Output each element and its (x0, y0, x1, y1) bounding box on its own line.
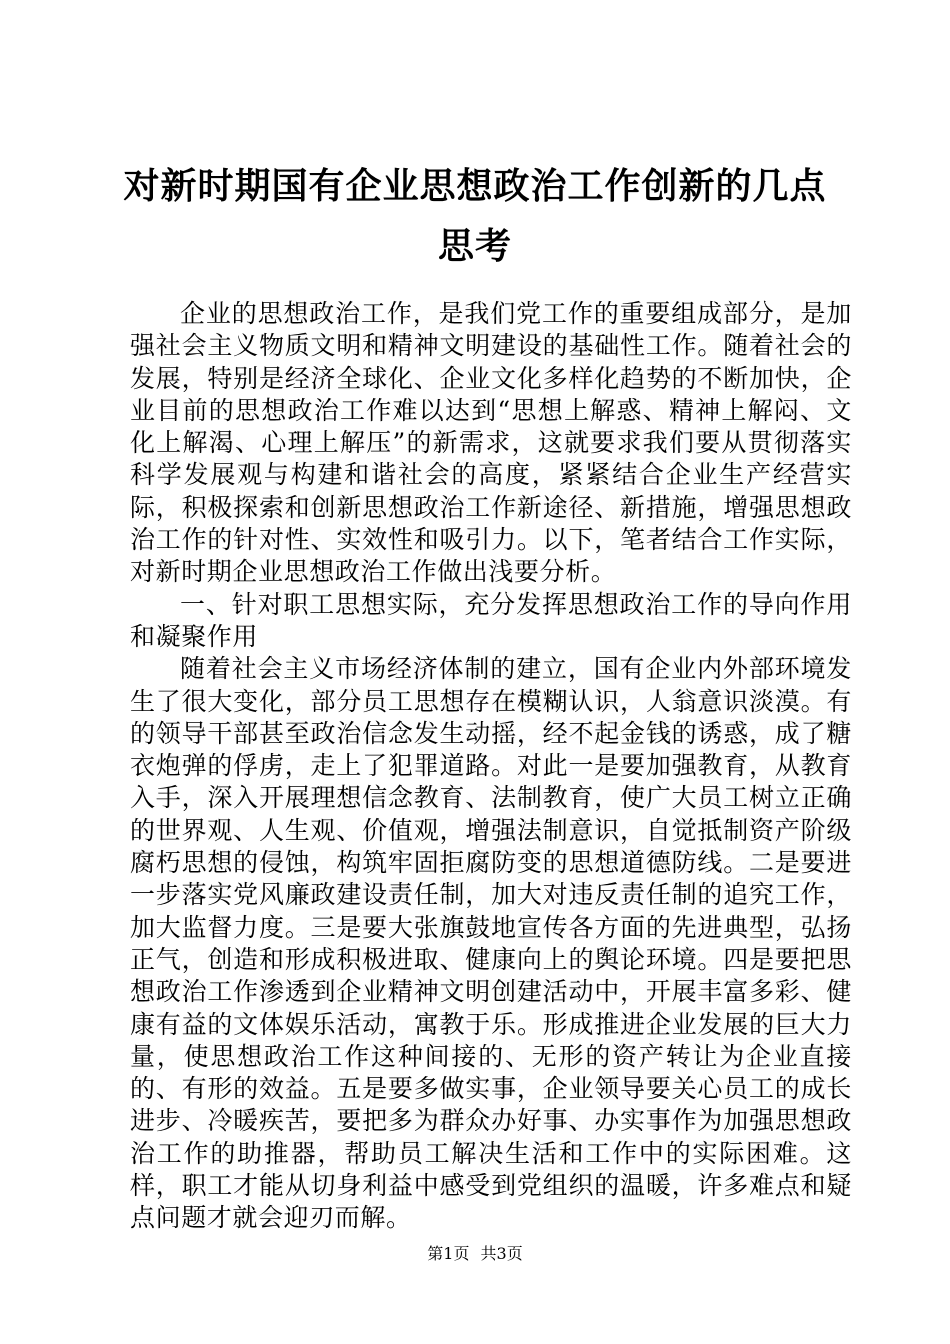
section-paragraph: 随着社会主义市场经济体制的建立，国有企业内外部环境发生了很大变化，部分员工思想存在模糊认识，人翁意识淡漠。有的领导干部甚至政治信念发生动摇，经不起金钱的诱惑，成了糖衣炮弹的俘虏，走上了犯罪道路。对此一是要加强教育，从教育入手，深入开展理想信念教育、法制教育，使广大员工树立正确的世界观、人生观、价值观，增强法制意识，自觉抵制资产阶级腐朽思想的侵蚀，构筑牢固拒腐防变的思想道德防线。二是要进一步落实党风廉政建设责任制，加大对违反责任制的追究工作，加大监督力度。三是要大张旗鼓地宣传各方面的先进典型，弘扬正气，创造和形成积极进取、健康向上的舆论环境。四是要把思想政治工作渗透到企业精神文明创建活动中，开展丰富多彩、健康有益的文体娱乐活动，寓教于乐。形成推进企业发展的巨大力量，使思想政治工作这种间接的、无形的资产转让为企业直接的、有形的效益。五是要多做实事，企业领导要关心员工的成长进步、冷暖疾苦，要把多为群众办好事、办实事作为加强思想政治工作的助推器，帮助员工解决生活和工作中的实际困难。这样，职工才能从切身利益中感受到党组织的温暖，许多难点和疑点问题才就会迎刃而解。 (130, 654, 852, 1233)
page-number-total: 共3页 (480, 1244, 523, 1263)
document-title: 对新时期国有企业思想政治工作创新的几点思考 (123, 165, 827, 267)
section-heading: 一、针对职工思想实际，充分发挥思想政治工作的导向作用和凝聚作用 (130, 589, 852, 651)
intro-paragraph: 企业的思想政治工作，是我们党工作的重要组成部分，是加强社会主义物质文明和精神文明建设的基础性工作。随着社会的发展，特别是经济全球化、企业文化多样化趋势的不断加快，企业目前的思想政治工作难以达到“思想上解惑、精神上解闷、文化上解渴、心理上解压”的新需求，这就要求我们要从贯彻落实科学发展观与构建和谐社会的高度，紧紧结合企业生产经营实际，积极探索和创新思想政治工作新途径、新措施，增强思想政治工作的针对性、实效性和吸引力。以下，笔者结合工作实际，对新时期企业思想政治工作做出浅要分析。 (130, 299, 852, 587)
page-footer (0, 1244, 950, 1264)
page-number-current: 第1页 (427, 1244, 470, 1263)
document-body (130, 298, 852, 1235)
